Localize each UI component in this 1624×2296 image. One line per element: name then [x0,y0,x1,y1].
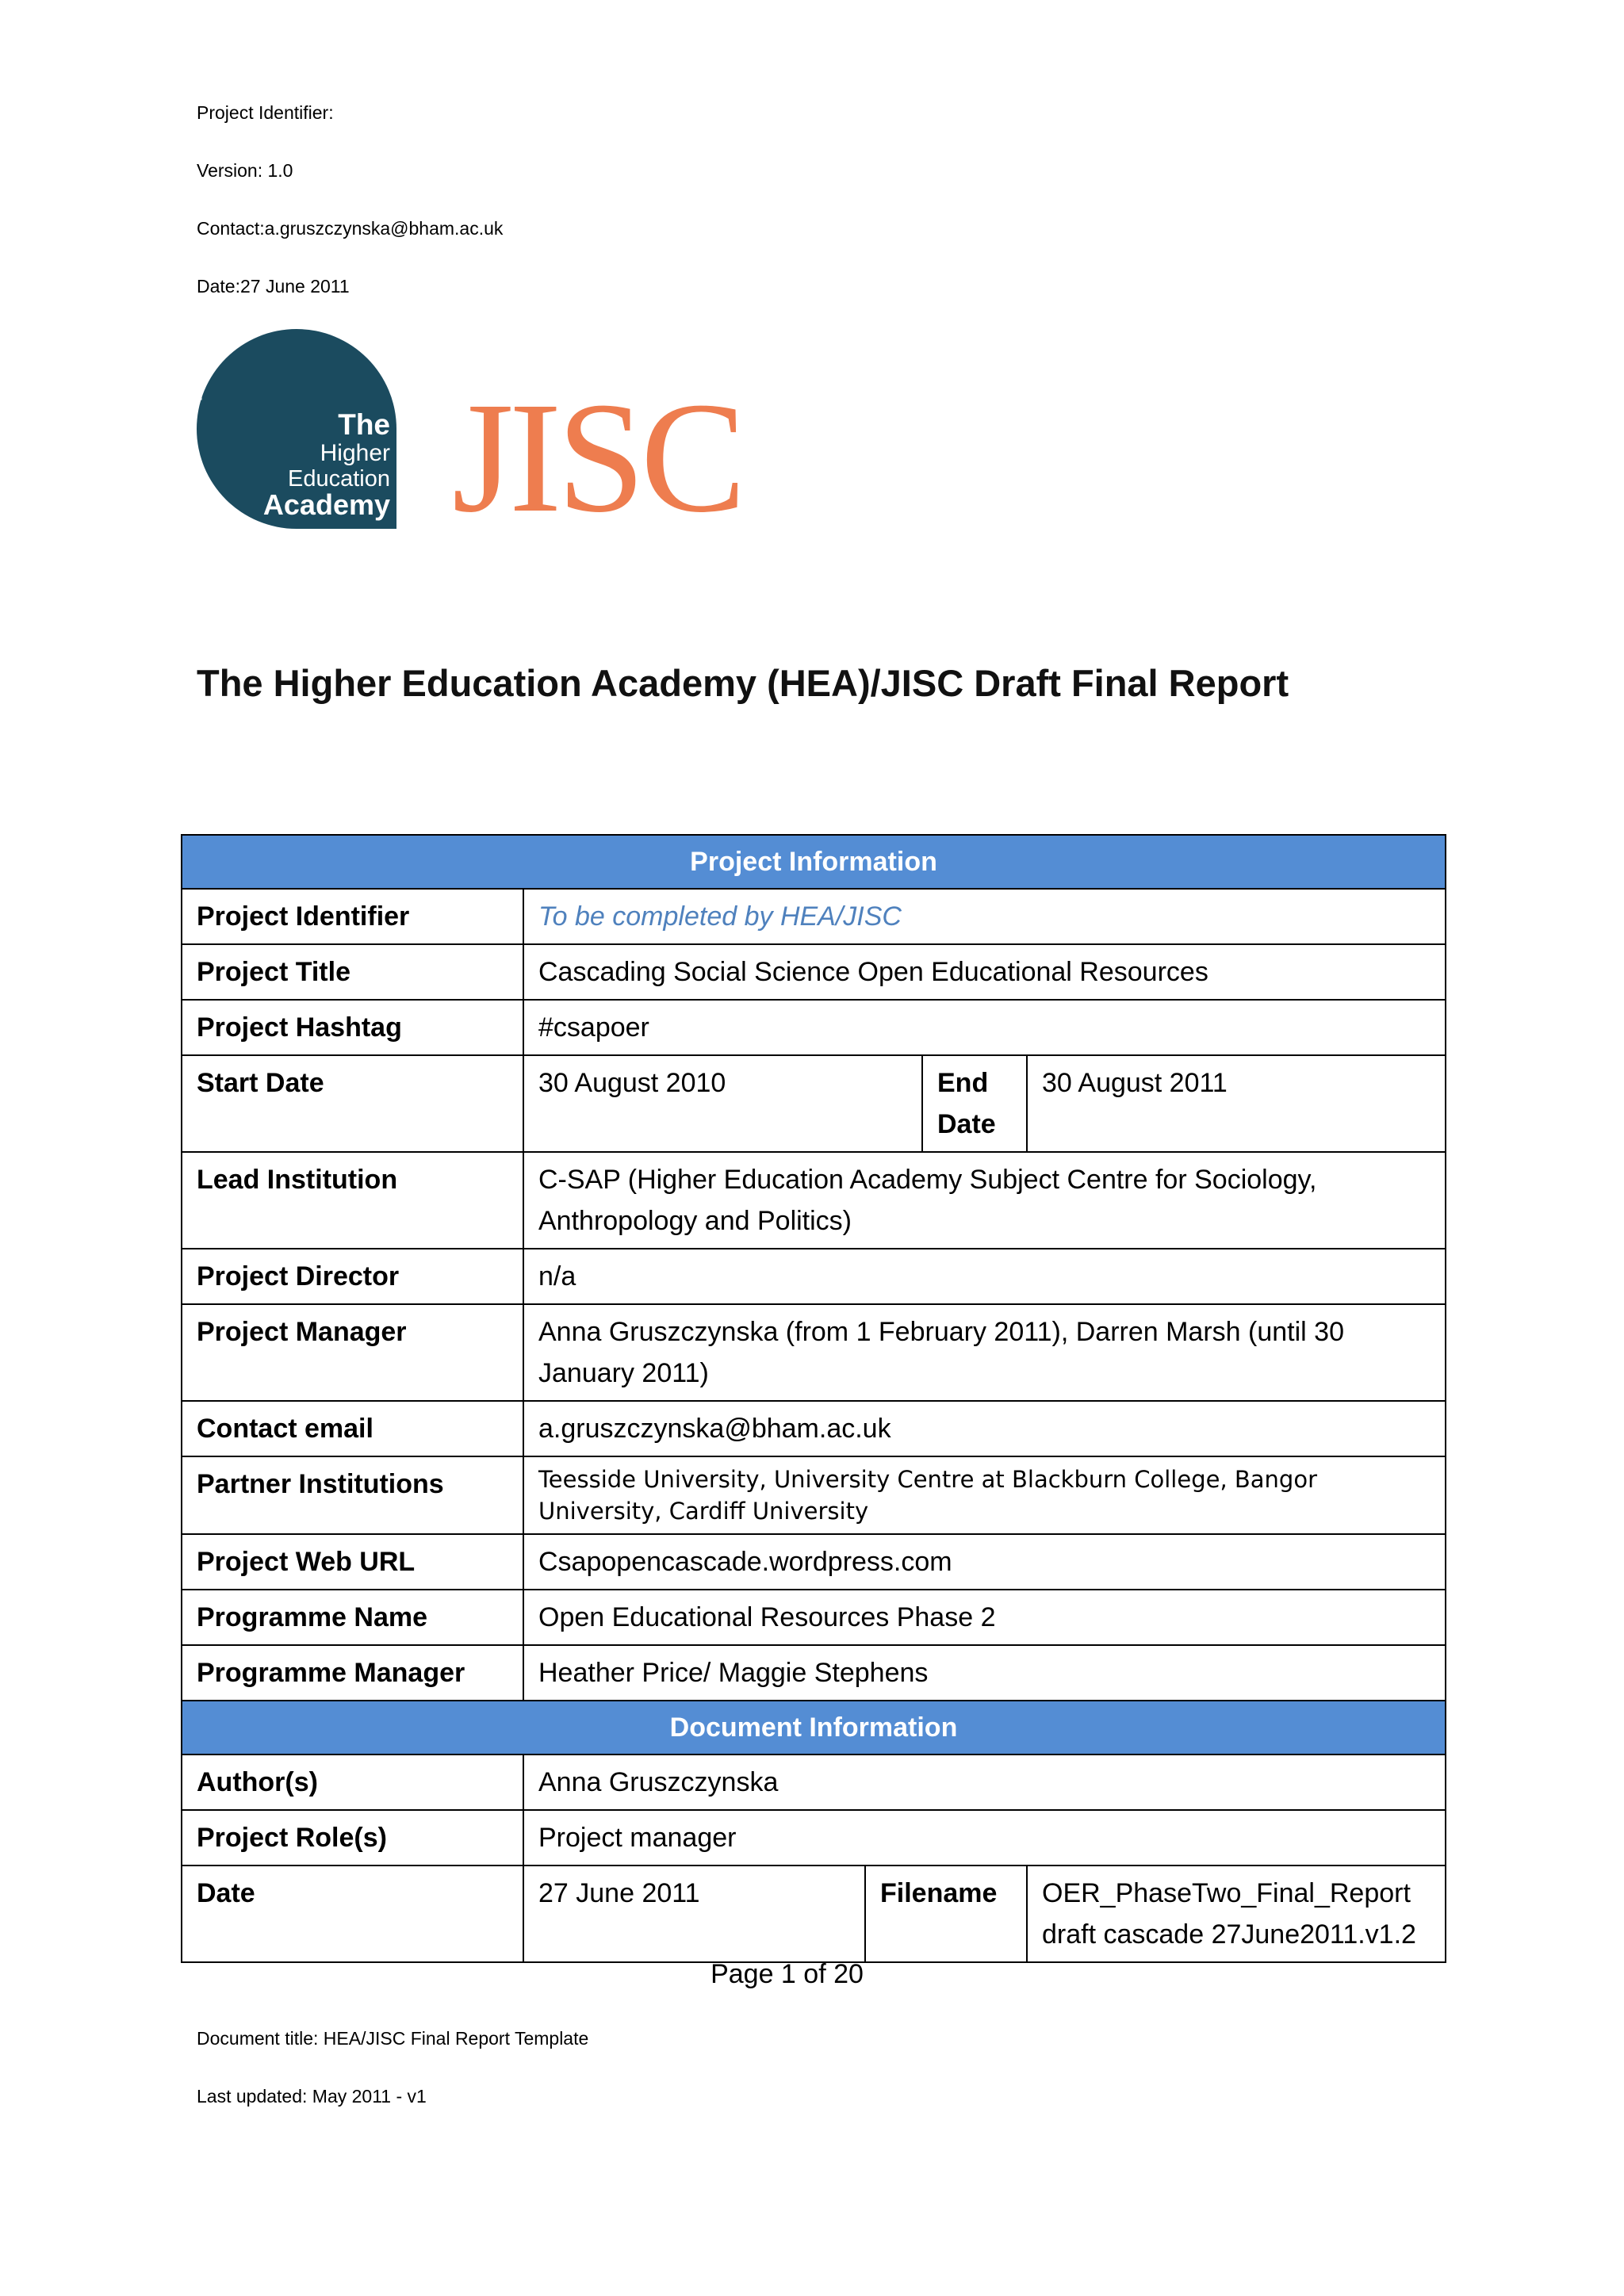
lead-institution-value: C-SAP (Higher Education Academy Subject Centre for Sociology, Anthropology and Politics) [523,1152,1446,1249]
doc-date-value: 27 June 2011 [523,1866,865,1962]
footer-last-updated: Last updated: May 2011 - v1 [197,2086,427,2107]
document-info-heading: Document Information [182,1701,1446,1755]
project-director-value: n/a [523,1249,1446,1304]
doc-date-label: Date [182,1866,523,1962]
header-date: Date:27 June 2011 [197,276,350,297]
project-manager-label: Project Manager [182,1304,523,1401]
start-date-value: 30 August 2010 [523,1055,922,1152]
programme-name-value: Open Educational Resources Phase 2 [523,1590,1446,1645]
project-roles-value: Project manager [523,1810,1446,1866]
programme-name-label: Programme Name [182,1590,523,1645]
authors-label: Author(s) [182,1755,523,1810]
project-hashtag-value: #csapoer [523,1000,1446,1055]
hea-logo-line1: The [338,408,390,441]
project-web-url-label: Project Web URL [182,1534,523,1590]
header-project-identifier: Project Identifier: [197,102,334,123]
table-row [182,1590,1446,1645]
filename-label: Filename [865,1866,1027,1962]
table-row [182,1534,1446,1590]
table-row [182,1456,1446,1534]
hea-logo-line4: Academy [262,488,390,521]
table-row [182,1866,1446,1962]
start-date-label: Start Date [182,1055,523,1152]
end-date-value: 30 August 2011 [1027,1055,1446,1152]
table-row [182,1304,1446,1401]
hea-logo [197,329,396,529]
filename-value: OER_PhaseTwo_Final_Report draft cascade 27June2011.v1.2 [1027,1866,1446,1962]
project-director-label: Project Director [182,1249,523,1304]
table-row [182,944,1446,1000]
project-roles-label: Project Role(s) [182,1810,523,1866]
project-identifier-value: To be completed by HEA/JISC [523,889,1446,944]
partner-institutions-value: Teesside University, University Centre at Blackburn College, Bangor University, Cardiff University [523,1456,1446,1534]
page-title: The Higher Education Academy (HEA)/JISC Draft Final Report [197,662,1289,704]
table-row [182,1249,1446,1304]
partner-institutions-label: Partner Institutions [182,1456,523,1534]
jisc-logo: JISC [452,370,742,545]
table-row [182,1000,1446,1055]
hea-logo-line3: Education [288,466,390,492]
table-row [182,1152,1446,1249]
project-hashtag-label: Project Hashtag [182,1000,523,1055]
table-row [182,1401,1446,1456]
header-version: Version: 1.0 [197,160,293,181]
end-date-label: End Date [922,1055,1027,1152]
project-identifier-label: Project Identifier [182,889,523,944]
table-row [182,1055,1446,1152]
table-row [182,889,1446,944]
contact-email-value: a.gruszczynska@bham.ac.uk [523,1401,1446,1456]
lead-institution-label: Lead Institution [182,1152,523,1249]
page-number: Page 1 of 20 [710,1959,864,1989]
contact-email-label: Contact email [182,1401,523,1456]
document-info-heading-row [182,1701,1446,1755]
header-contact: Contact:a.gruszczynska@bham.ac.uk [197,218,504,239]
programme-manager-label: Programme Manager [182,1645,523,1701]
authors-value: Anna Gruszczynska [523,1755,1446,1810]
project-title-value: Cascading Social Science Open Educational Resources [523,944,1446,1000]
table-row [182,1755,1446,1810]
project-web-url-value: Csapopencascade.wordpress.com [523,1534,1446,1590]
project-info-table [181,834,1446,1963]
table-row [182,1645,1446,1701]
project-title-label: Project Title [182,944,523,1000]
project-info-heading-row [182,835,1446,889]
table-row [182,1810,1446,1866]
hea-logo-line2: Higher [320,440,390,466]
footer-document-title: Document title: HEA/JISC Final Report Template [197,2028,589,2049]
project-manager-value: Anna Gruszczynska (from 1 February 2011), Darren Marsh (until 30 January 2011) [523,1304,1446,1401]
programme-manager-value: Heather Price/ Maggie Stephens [523,1645,1446,1701]
project-info-heading: Project Information [182,835,1446,889]
